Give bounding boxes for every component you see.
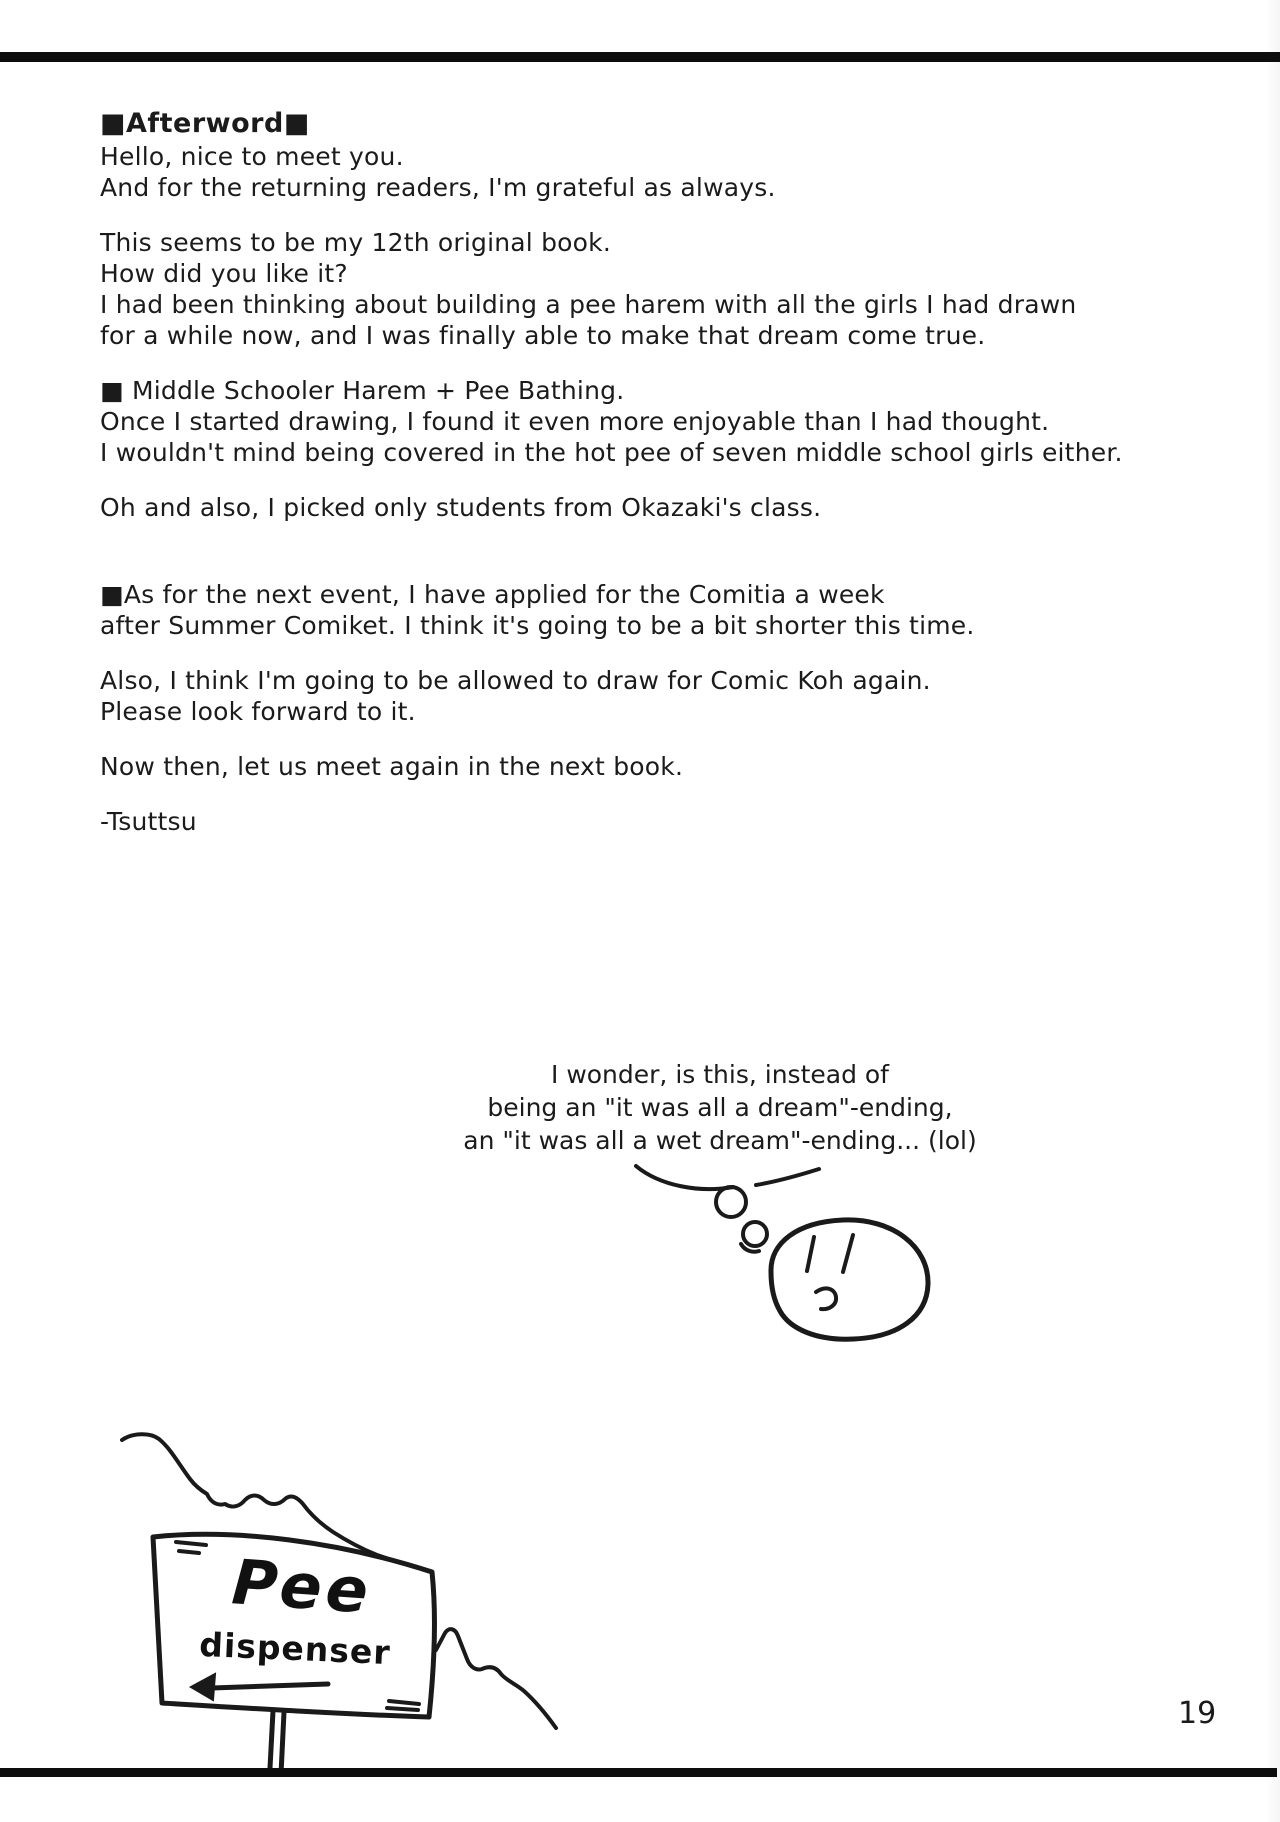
thought-note: [440, 1058, 1000, 1157]
text-line: after Summer Comiket. I think it's going to be a bit shorter this time.: [100, 611, 975, 640]
afterword-heading: ■Afterword■: [100, 108, 310, 139]
page-number: 19: [1178, 1696, 1217, 1731]
equals-mark: [387, 1708, 418, 1710]
paragraph: [100, 141, 1180, 203]
blob-face-doodle: [771, 1220, 928, 1339]
left-arrow: [191, 1674, 328, 1700]
paragraph: [100, 375, 1180, 468]
afterword-paragraphs: [100, 141, 1180, 837]
sign-title-text: Pee: [229, 1545, 375, 1628]
thought-line: being an "it was all a dream"-ending,: [487, 1093, 953, 1122]
text-line: Oh and also, I picked only students from Okazaki's class.: [100, 493, 822, 522]
text-line: Now then, let us meet again in the next book.: [100, 752, 684, 781]
equals-mark: [389, 1701, 419, 1704]
text-line: I wouldn't mind being covered in the hot pee of seven middle school girls either.: [100, 438, 1123, 467]
text-line: This seems to be my 12th original book.: [100, 228, 611, 257]
text-line: Also, I think I'm going to be allowed to draw for Comic Koh again.: [100, 666, 931, 695]
thought-bubble-curves: [636, 1166, 819, 1252]
top-border-rule: [0, 52, 1280, 62]
text-line: Please look forward to it.: [100, 697, 416, 726]
paragraph: [100, 751, 1180, 782]
left-eye-line: [807, 1237, 814, 1271]
equals-mark: [179, 1551, 199, 1553]
thought-line: an "it was all a wet dream"-ending... (lol): [463, 1126, 977, 1155]
paragraph: [100, 806, 1180, 837]
paragraph: [100, 227, 1180, 351]
sign-post: [261, 1711, 284, 1774]
afterword-section: [100, 108, 1180, 861]
paragraph: [100, 579, 1180, 641]
mouth-curve: [816, 1288, 836, 1309]
thought-line: I wonder, is this, instead of: [551, 1060, 889, 1089]
equals-mark: [176, 1542, 206, 1545]
text-line: ■ Middle Schooler Harem + Pee Bathing.: [100, 376, 625, 405]
text-line: Once I started drawing, I found it even more enjoyable than I had thought.: [100, 407, 1050, 436]
text-line: Hello, nice to meet you.: [100, 142, 404, 171]
sign-subtitle-text: dispenser: [198, 1624, 392, 1673]
text-line: And for the returning readers, I'm grateful as always.: [100, 173, 776, 202]
right-eye-line: [843, 1235, 853, 1272]
text-line: ■As for the next event, I have applied for the Comitia a week: [100, 580, 885, 609]
bottom-border-rule: [0, 1768, 1277, 1777]
text-line: for a while now, and I was finally able to make that dream come true.: [100, 321, 986, 350]
paragraph: [100, 492, 1180, 523]
text-line: I had been thinking about building a pee harem with all the girls I had drawn: [100, 290, 1077, 319]
text-line: -Tsuttsu: [100, 807, 197, 836]
scan-edge-shadow: [1266, 0, 1280, 1822]
paragraph: [100, 665, 1180, 727]
text-line: How did you like it?: [100, 259, 348, 288]
